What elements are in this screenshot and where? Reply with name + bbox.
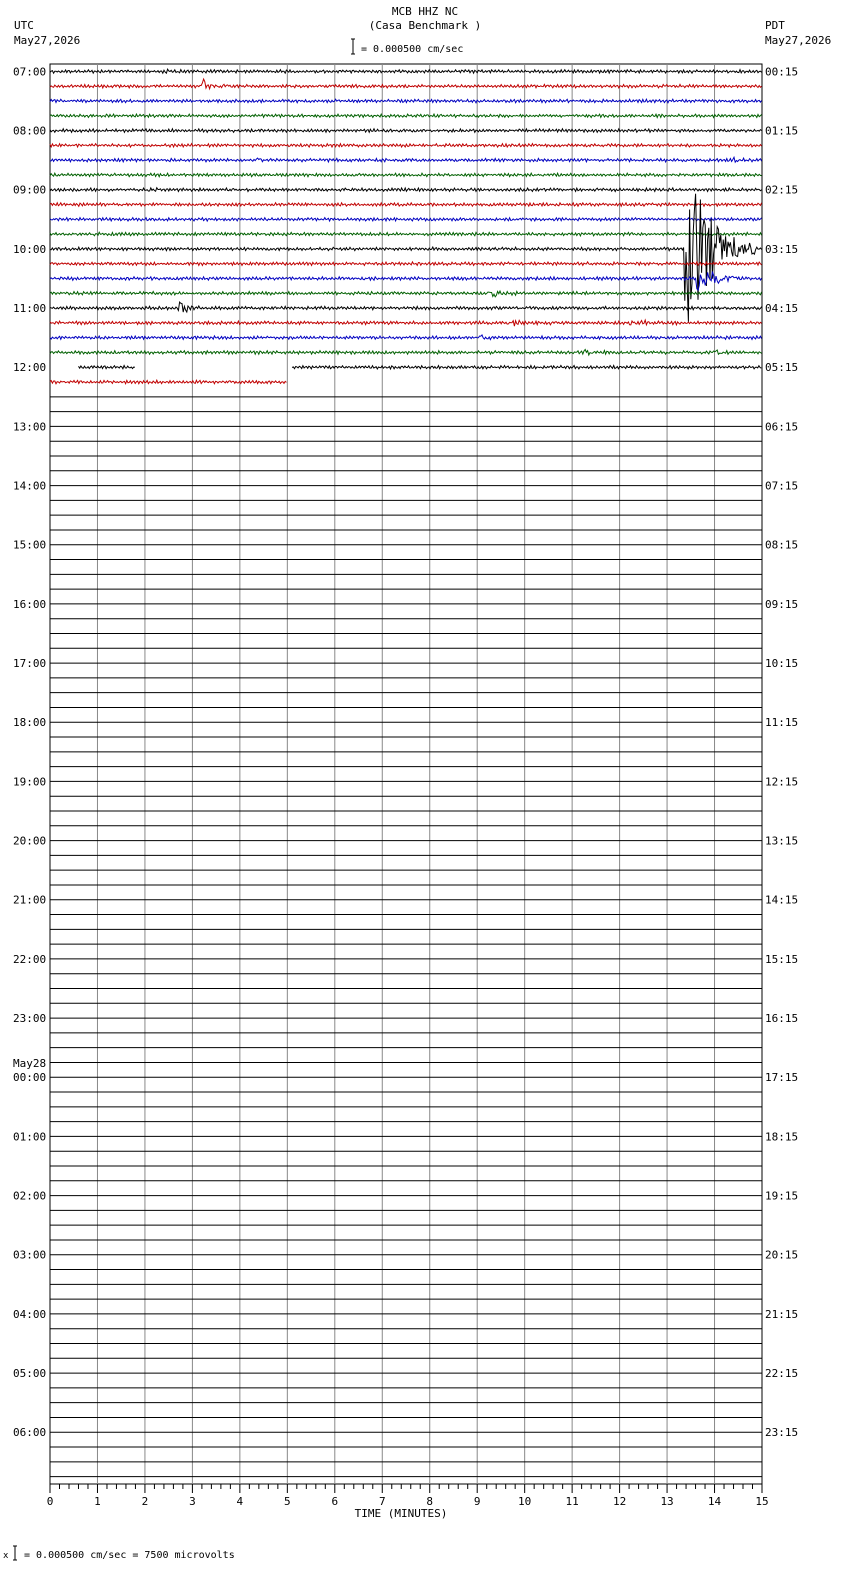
utc-hour-label: 20:00 (13, 834, 47, 848)
x-tick-label: 5 (284, 1495, 291, 1508)
x-tick-label: 4 (236, 1495, 244, 1508)
seismic-trace (50, 203, 762, 207)
left-timezone: UTC (14, 19, 34, 32)
seismic-trace (50, 262, 762, 266)
utc-hour-label: 07:00 (13, 65, 47, 79)
x-tick-label: 12 (612, 1495, 627, 1508)
seismic-trace (50, 157, 762, 162)
pdt-hour-label: 14:15 (765, 893, 799, 907)
scale-label: = 0.000500 cm/sec (361, 44, 464, 55)
utc-hour-label: 17:00 (13, 657, 47, 671)
scale-bars (13, 39, 355, 1560)
x-tick-label: 7 (378, 1495, 386, 1508)
pdt-hour-label: 21:15 (765, 1307, 799, 1321)
seismic-trace (50, 129, 762, 133)
utc-hour-label: 03:00 (13, 1248, 47, 1262)
time-axis (47, 1484, 769, 1520)
pdt-hour-label: 06:15 (765, 420, 799, 434)
x-tick-label: 0 (46, 1495, 54, 1508)
pdt-hour-label: 12:15 (765, 775, 799, 789)
utc-hour-label: 21:00 (13, 893, 47, 907)
seismic-trace (50, 232, 762, 236)
station-location: (Casa Benchmark ) (368, 19, 482, 32)
utc-hour-label: 15:00 (13, 538, 47, 552)
utc-hour-label: 00:00 (13, 1071, 47, 1085)
utc-hour-label: 22:00 (13, 952, 47, 966)
seismic-trace (50, 291, 762, 297)
pdt-hour-label: 01:15 (765, 124, 799, 138)
right-date: May27,2026 (765, 34, 832, 47)
seismic-trace (50, 69, 762, 73)
left-date: May27,2026 (14, 34, 81, 47)
seismic-traces (50, 69, 762, 384)
utc-hour-label: 19:00 (13, 775, 47, 789)
x-tick-label: 6 (331, 1495, 339, 1508)
x-tick-label: 10 (518, 1495, 532, 1508)
seismic-trace (50, 79, 762, 89)
pdt-hour-label: 07:15 (765, 479, 799, 493)
seismic-trace (50, 272, 762, 291)
x-tick-label: 11 (565, 1495, 579, 1508)
x-tick-label: 3 (189, 1495, 196, 1508)
plot-frame (50, 64, 762, 1484)
utc-hour-label: 13:00 (13, 420, 47, 434)
x-tick-label: 14 (707, 1495, 722, 1508)
pdt-hour-label: 10:15 (765, 657, 799, 671)
utc-hour-label: 06:00 (13, 1426, 47, 1440)
utc-hour-label: 02:00 (13, 1189, 47, 1203)
utc-hour-label: 11:00 (13, 302, 47, 316)
utc-hour-label: 01:00 (13, 1130, 47, 1144)
pdt-hour-label: 15:15 (765, 952, 799, 966)
utc-hour-label: 08:00 (13, 124, 47, 138)
pdt-hour-label: 19:15 (765, 1189, 799, 1203)
pdt-hour-label: 17:15 (765, 1071, 799, 1085)
seismic-trace (50, 302, 762, 312)
pdt-hour-label: 00:15 (765, 65, 799, 79)
seismic-trace (50, 218, 762, 222)
pdt-hour-label: 18:15 (765, 1130, 799, 1144)
pdt-hour-label: 11:15 (765, 716, 799, 730)
date-change-label: May28 (13, 1057, 47, 1071)
pdt-hour-label: 22:15 (765, 1367, 799, 1381)
utc-hour-label: 23:00 (13, 1012, 47, 1026)
footer-scale-note: = 0.000500 cm/sec = 7500 microvolts (24, 1550, 235, 1561)
seismic-trace (50, 350, 762, 356)
seismic-trace (50, 99, 762, 103)
utc-hour-label: 09:00 (13, 183, 47, 197)
seismic-trace (292, 366, 761, 370)
seismic-trace (50, 173, 762, 177)
utc-hour-label: 14:00 (13, 479, 47, 493)
seismic-trace (50, 194, 762, 322)
pdt-hour-label: 09:15 (765, 597, 799, 611)
x-tick-label: 2 (141, 1495, 149, 1508)
x-tick-label: 1 (94, 1495, 101, 1508)
pdt-hour-label: 05:15 (765, 361, 799, 375)
pdt-hour-label: 13:15 (765, 834, 799, 848)
seismic-trace (50, 335, 762, 340)
right-timezone: PDT (765, 19, 785, 32)
seismic-trace (50, 320, 762, 326)
x-tick-label: 8 (426, 1495, 434, 1508)
utc-hour-label: 16:00 (13, 597, 47, 611)
utc-hour-label: 18:00 (13, 716, 47, 730)
utc-hour-label: 12:00 (13, 361, 47, 375)
pdt-hour-label: 02:15 (765, 183, 799, 197)
pdt-hour-label: 16:15 (765, 1012, 799, 1026)
pdt-hour-label: 04:15 (765, 302, 799, 316)
station-title: MCB HHZ NC (391, 5, 459, 18)
pdt-hour-label: 20:15 (765, 1248, 799, 1262)
x-tick-label: 13 (660, 1495, 674, 1508)
seismic-trace (50, 144, 762, 148)
pdt-hour-label: 23:15 (765, 1426, 799, 1440)
grid (50, 64, 762, 1484)
utc-hour-label: 10:00 (13, 242, 47, 256)
footer-mark: x (3, 1551, 9, 1561)
seismic-trace (50, 188, 762, 192)
utc-hour-label: 05:00 (13, 1367, 47, 1381)
pdt-hour-label: 03:15 (765, 242, 799, 256)
x-tick-label: 9 (473, 1495, 481, 1508)
x-tick-label: 15 (755, 1495, 769, 1508)
seismic-trace (50, 114, 762, 117)
x-axis-title: TIME (MINUTES) (354, 1507, 448, 1520)
seismic-trace (50, 380, 286, 384)
pdt-hour-label: 08:15 (765, 538, 799, 552)
seismic-trace (79, 366, 135, 369)
utc-hour-label: 04:00 (13, 1307, 47, 1321)
